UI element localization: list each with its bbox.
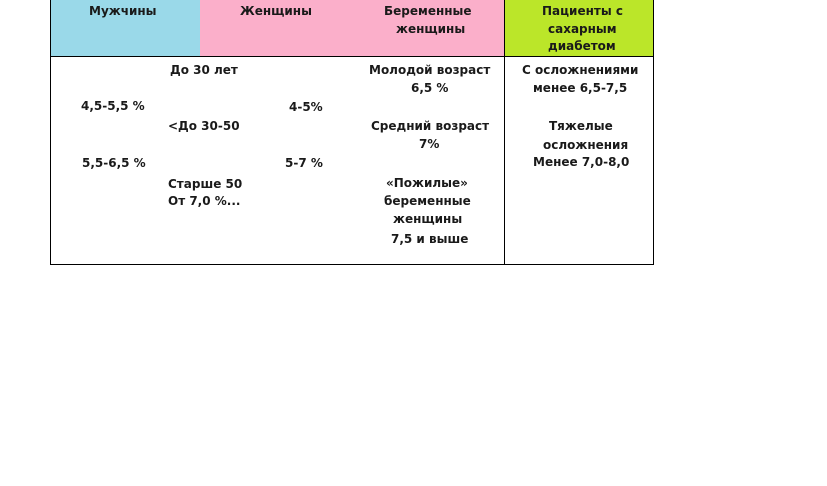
age-group-over-50-value: От 7,0 %... [168, 194, 241, 208]
pregnant-young-value: 6,5 % [411, 81, 449, 95]
pregnant-elderly-line1: «Пожилые» [386, 176, 468, 190]
age-group-30-50: <До 30-50 [168, 119, 240, 133]
header-pregnant-line1: Беременные [384, 4, 472, 18]
women-value-1: 4-5% [289, 100, 323, 114]
diabetes-severe-line1: Тяжелые [549, 119, 613, 133]
header-diabetes-line3: диабетом [548, 39, 616, 53]
header-men [50, 0, 201, 57]
men-value-2: 5,5-6,5 % [82, 156, 146, 170]
column-divider [504, 57, 505, 265]
pregnant-middle-value: 7% [419, 137, 440, 151]
header-women [200, 0, 505, 57]
header-diabetes [504, 0, 654, 57]
diabetes-severe-line2: осложнения [543, 138, 629, 152]
header-men-label: Мужчины [89, 4, 157, 18]
diabetes-complications-line2: менее 6,5-7,5 [533, 81, 628, 95]
header-diabetes-line2: сахарным [548, 22, 617, 36]
age-group-under-30: До 30 лет [170, 63, 238, 77]
men-value-1: 4,5-5,5 % [81, 99, 145, 113]
diabetes-complications-line1: С осложнениями [522, 63, 639, 77]
pregnant-elderly-line2: беременные [384, 194, 471, 208]
header-pregnant-line2: женщины [396, 22, 466, 36]
diabetes-severe-line3: Менее 7,0-8,0 [533, 155, 630, 169]
women-value-2: 5-7 % [285, 156, 323, 170]
header-diabetes-line1: Пациенты с [542, 4, 623, 18]
age-group-over-50: Старше 50 [168, 177, 243, 191]
pregnant-young-label: Молодой возраст [369, 63, 491, 77]
pregnant-middle-label: Средний возраст [371, 119, 490, 133]
pregnant-elderly-value: 7,5 и выше [391, 232, 469, 246]
header-women-label: Женщины [240, 4, 312, 18]
pregnant-elderly-line3: женщины [393, 212, 463, 226]
